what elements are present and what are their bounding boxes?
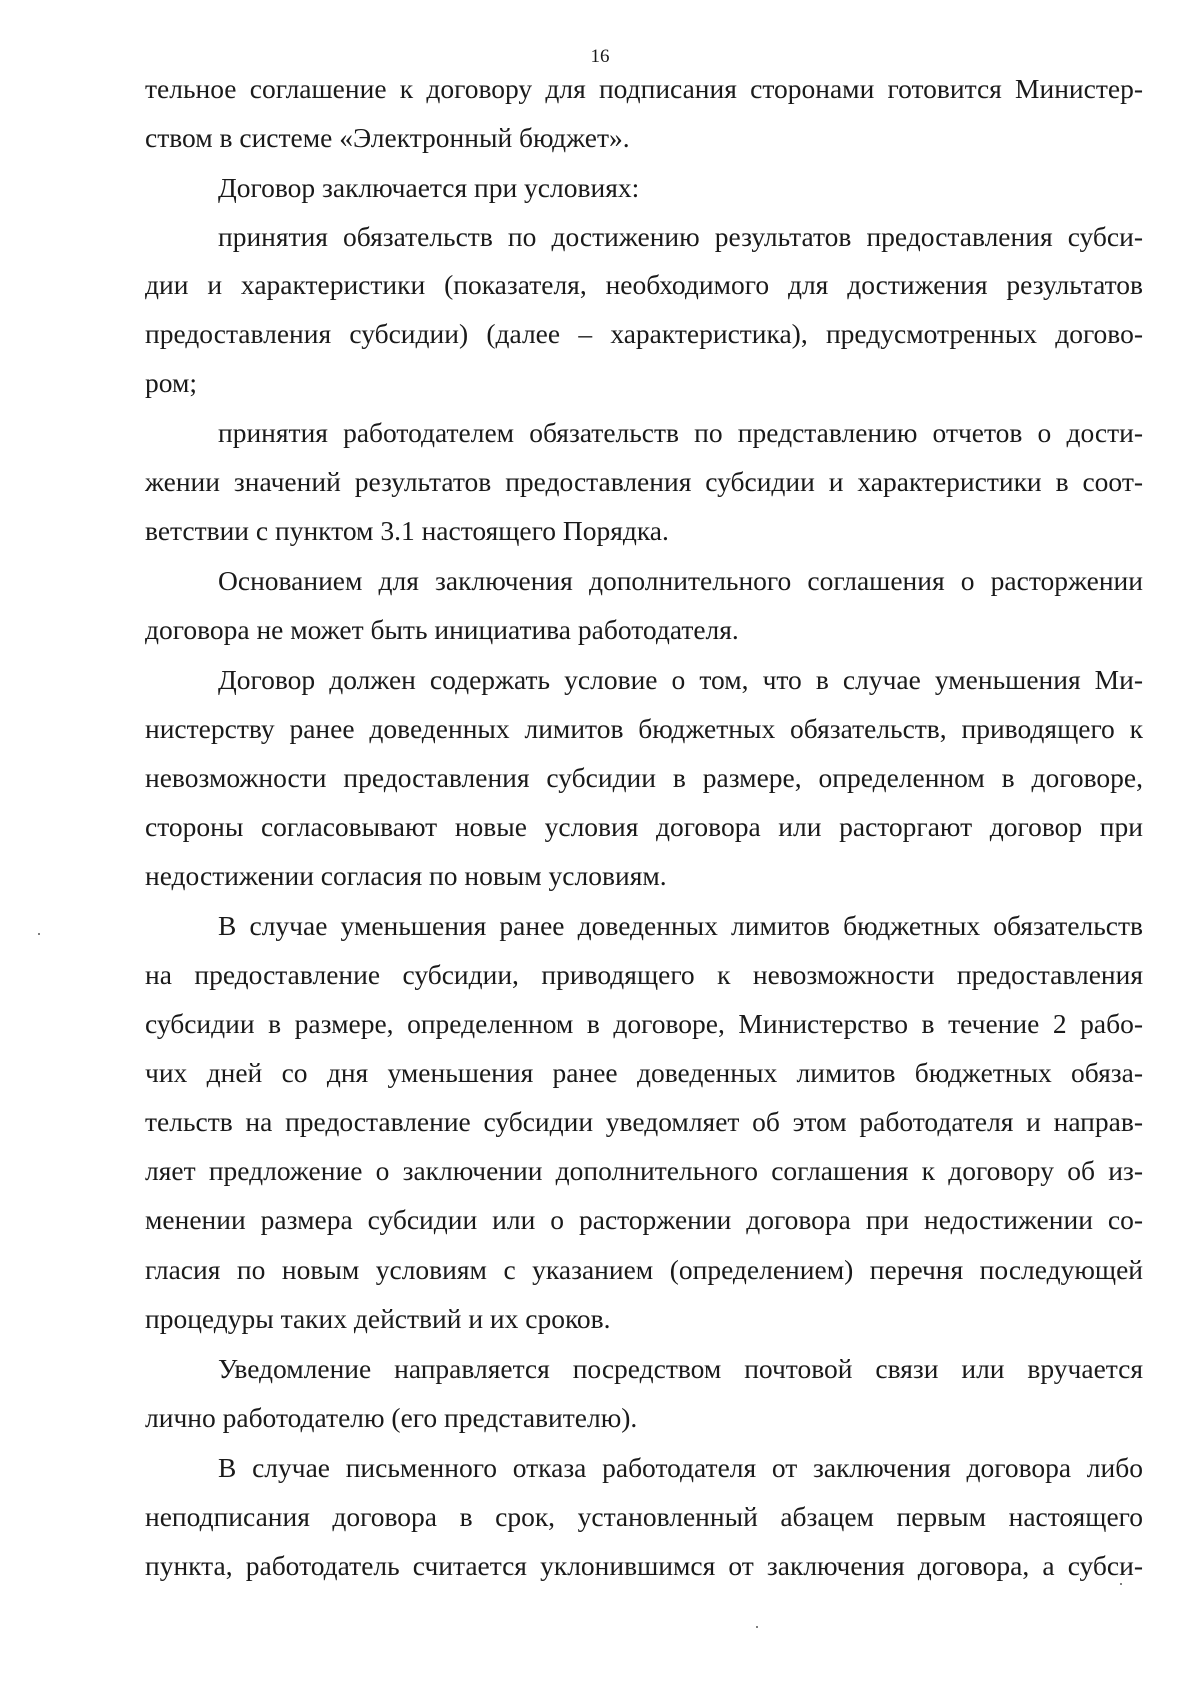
text-line: субсидии в размере, определенном в договоре, Министерство в течение 2 рабо- [145, 1008, 1143, 1039]
text-line: дии и характеристики (показателя, необходимого для достижения результатов [145, 269, 1143, 300]
text-line: менении размера субсидии или о расторжении договора при недостижении со- [145, 1204, 1143, 1235]
text-line: лично работодателю (его представителю). [145, 1402, 638, 1433]
text-line: ством в системе «Электронный бюджет». [145, 122, 630, 153]
text-line: договора не может быть инициатива работодателя. [145, 614, 739, 645]
text-line: Договор должен содержать условие о том, что в случае уменьшения Ми- [218, 664, 1143, 695]
text-line: стороны согласовывают новые условия договора или расторгают договор при [145, 811, 1143, 842]
text-line: Договор заключается при условиях: [218, 172, 640, 203]
text-line: тельств на предоставление субсидии уведомляет об этом работодателя и направ- [145, 1106, 1143, 1137]
text-line: принятия обязательств по достижению результатов предоставления субси- [218, 221, 1143, 252]
text-line: гласия по новым условиям с указанием (определением) перечня последующей [145, 1254, 1143, 1285]
text-line: пункта, работодатель считается уклонившимся от заключения договора, а субси- [145, 1550, 1143, 1581]
text-line: В случае письменного отказа работодателя от заключения договора либо [218, 1452, 1143, 1483]
text-line: нистерству ранее доведенных лимитов бюджетных обязательств, приводящего к [145, 713, 1143, 744]
text-line: ляет предложение о заключении дополнительного соглашения к договору об из- [145, 1155, 1143, 1186]
text-line: чих дней со дня уменьшения ранее доведенных лимитов бюджетных обяза- [145, 1057, 1143, 1088]
scan-speck [756, 1626, 758, 1628]
page-number: 16 [590, 46, 610, 67]
text-line: невозможности предоставления субсидии в размере, определенном в договоре, [145, 762, 1143, 793]
text-line: неподписания договора в срок, установленный абзацем первым настоящего [145, 1501, 1143, 1532]
scan-speck [38, 933, 40, 935]
text-line: процедуры таких действий и их сроков. [145, 1303, 611, 1334]
text-line: ром; [145, 367, 198, 398]
text-line: жении значений результатов предоставления субсидии и характеристики в соот- [145, 466, 1143, 497]
text-line: на предоставление субсидии, приводящего к невозможности предоставления [145, 959, 1143, 990]
text-line: принятия работодателем обязательств по представлению отчетов о дости- [218, 417, 1143, 448]
text-line: недостижении согласия по новым условиям. [145, 860, 667, 891]
text-line: тельное соглашение к договору для подписания сторонами готовится Министер- [145, 73, 1143, 104]
text-line: В случае уменьшения ранее доведенных лимитов бюджетных обязательств [218, 910, 1143, 941]
text-line: Основанием для заключения дополнительного соглашения о расторжении [218, 565, 1143, 596]
text-line: ветствии с пунктом 3.1 настоящего Порядка. [145, 515, 669, 546]
scan-speck [1120, 1583, 1122, 1585]
text-line: предоставления субсидии) (далее – характеристика), предусмотренных догово- [145, 318, 1143, 349]
text-line: Уведомление направляется посредством почтовой связи или вручается [218, 1353, 1143, 1384]
